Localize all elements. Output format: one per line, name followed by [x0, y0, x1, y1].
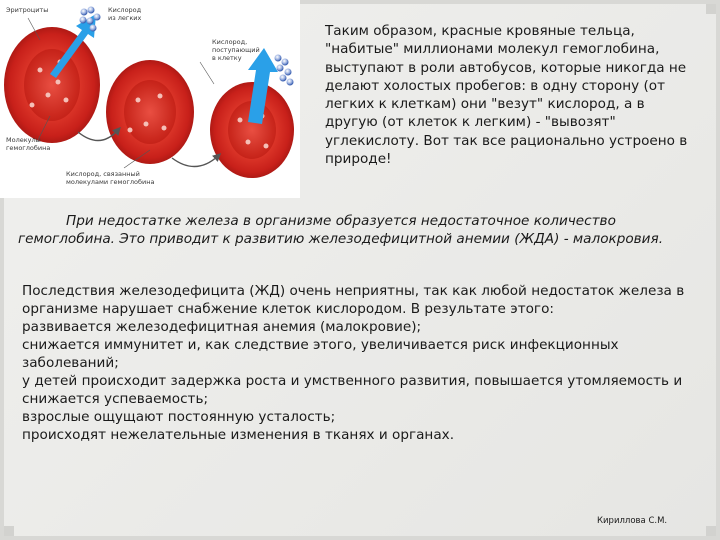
flow-arrow-2	[172, 156, 218, 167]
consequence-item: происходят нежелательные изменения в тканях и органах.	[22, 427, 455, 443]
consequence-item: развивается железодефицитная анемия (малокровие);	[22, 319, 422, 335]
author-credit: Кириллова С.М.	[597, 516, 668, 526]
label-oxygen-to-cell-2: поступающий	[212, 46, 260, 54]
consequence-item: у детей происходит задержка роста и умственного развития, повышается утомляемость и снижается успеваемость;	[22, 373, 683, 407]
consequence-item: взрослые ощущают постоянную усталость;	[22, 409, 336, 425]
consequences-intro: Последствия железодефицита (ЖД) очень неприятны, так как любой недостаток железа в организме нарушает снабжение клеток кислородом. В результате этого:	[22, 283, 685, 317]
red-blood-cells-illustration	[0, 0, 300, 198]
consequence-item: снижается иммунитет и, как следствие этого, увеличивается риск инфекционных заболеваний;	[22, 337, 619, 371]
consequences-list	[22, 282, 712, 444]
label-hemoglobin-1: Молекулы	[6, 136, 41, 144]
label-erythrocytes: Эритроциты	[6, 6, 49, 14]
label-oxygen-from-lungs-2: из легких	[108, 14, 142, 22]
label-bound-oxygen-1: Кислород, связанный	[66, 170, 140, 178]
label-oxygen-to-cell-3: в клетку	[212, 54, 242, 62]
red-blood-cell-1	[4, 27, 100, 143]
erythrocyte-diagram	[0, 0, 300, 198]
frame-corner	[706, 526, 716, 536]
top-paragraph: Таким образом, красные кровяные тельца, "набитые" миллионами молекул гемоглобина, выступают в роли автобусов, которые никогда не делают холостых пробегов: в одну сторону (от легких к клеткам) они "везут" кислород, а в другую (от клеток к легким) - "вывозят" углекислоту. Вот так все рационально устроено в природе!	[325, 23, 688, 168]
iron-deficiency-paragraph: При недостатке железа в организме образуется недостаточное количество гемоглобина. Это приводит к развитию железодефицитной анемии (ЖДА) - малокровия.	[18, 213, 664, 247]
red-blood-cell-2	[106, 60, 194, 164]
label-oxygen-from-lungs-1: Кислород	[108, 6, 142, 14]
oxygen-molecules-cell	[275, 55, 294, 86]
leader-line	[200, 62, 214, 84]
frame-corner	[4, 526, 14, 536]
frame-corner	[706, 4, 716, 14]
label-hemoglobin-2: гемоглобина	[6, 144, 51, 152]
label-oxygen-to-cell-1: Кислород,	[212, 38, 248, 46]
label-bound-oxygen-2: молекулами гемоглобина	[66, 178, 155, 186]
